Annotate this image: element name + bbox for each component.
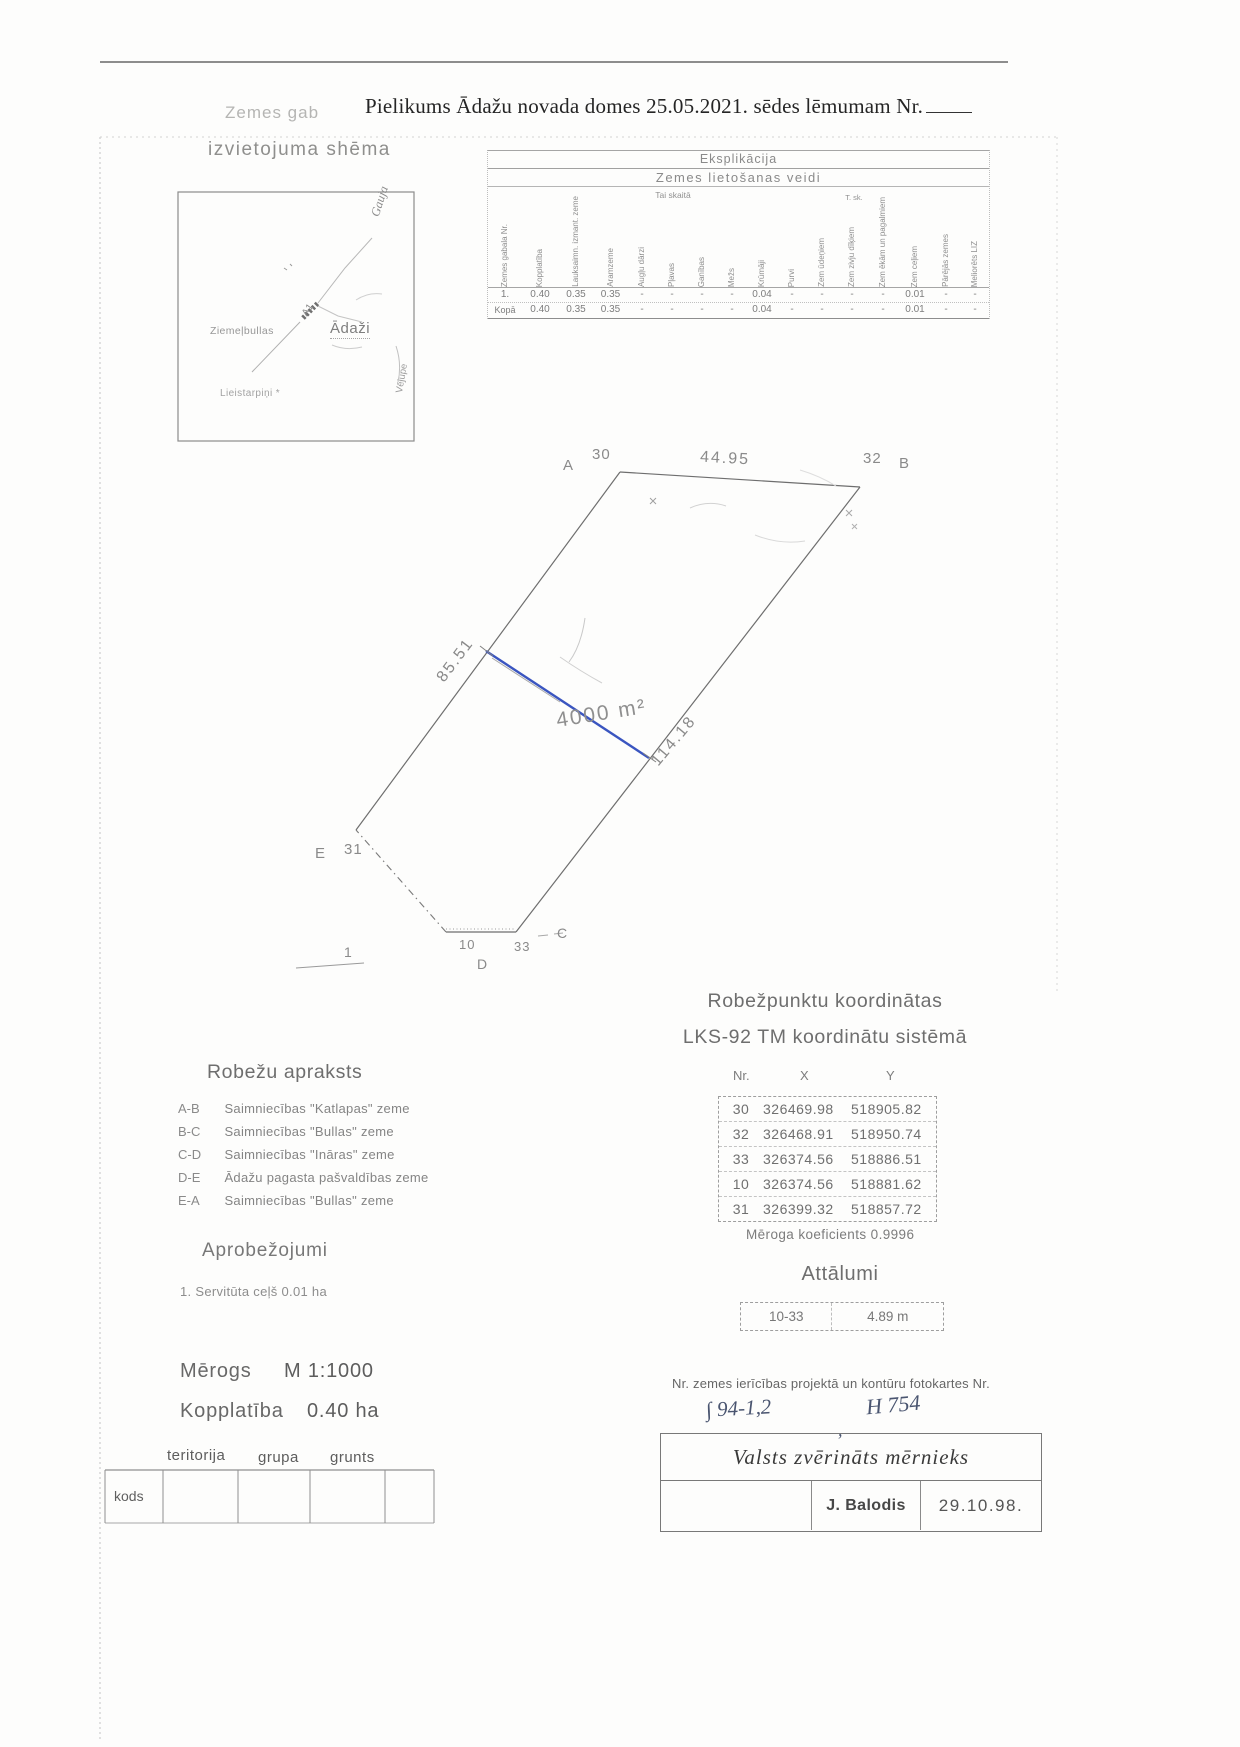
point-number-32: 32 xyxy=(863,450,882,467)
coord-y: 518950.74 xyxy=(851,1126,922,1142)
coord-nr: 31 xyxy=(732,1201,750,1217)
coords-title: Robežpunktu koordinātas xyxy=(707,990,943,1012)
border-pair: C-D xyxy=(178,1147,202,1162)
minimap-label-adazi: Ādaži xyxy=(330,320,371,337)
cell: - xyxy=(881,304,885,315)
scheme-title-line2: izvietojuma shēma xyxy=(208,139,391,160)
point-number-33: 33 xyxy=(514,939,531,954)
border-item xyxy=(178,1169,429,1187)
surveyor-title: Valsts zvērināts mērnieks xyxy=(661,1434,1041,1481)
point-number-30: 30 xyxy=(592,446,611,463)
coord-x: 326399.32 xyxy=(763,1201,834,1217)
cell: - xyxy=(973,304,977,315)
coords-row xyxy=(719,1172,936,1197)
handwritten-separator: , xyxy=(838,1420,843,1440)
distance-value: 4.89 m xyxy=(867,1309,909,1324)
cell: - xyxy=(820,304,824,315)
eksplikacija-table xyxy=(487,150,990,319)
eksplikacija-col-header: Pļavas xyxy=(667,262,677,287)
scale-label: Mērogs xyxy=(180,1360,252,1382)
coord-x: 326469.98 xyxy=(763,1101,834,1117)
cell: - xyxy=(850,304,854,315)
cell: - xyxy=(670,304,674,315)
cell: 0.04 xyxy=(752,304,772,315)
cell: - xyxy=(790,304,794,315)
cell: 0.04 xyxy=(752,289,772,300)
cell: - xyxy=(973,289,977,300)
minimap-label-a1: A1 xyxy=(300,301,317,319)
parcel-area-label: 4000 m² xyxy=(554,695,649,732)
minimap-label-gauja: Gauja xyxy=(368,184,391,219)
eksplikacija-col-header: Pārējās zemes xyxy=(941,234,951,287)
dimension-right: 114.18 xyxy=(648,712,700,770)
point-number-10: 10 xyxy=(459,937,476,952)
eksplikacija-col-header: Zem ceļiem xyxy=(910,245,920,287)
dimension-top: 44.95 xyxy=(699,448,751,469)
eksplikacija-col-header: Ganības xyxy=(697,256,707,287)
cell: 1. xyxy=(500,289,510,300)
total-area-value: 0.40 ha xyxy=(307,1400,380,1422)
vertex-label-c: C xyxy=(557,925,569,941)
cell: 0.40 xyxy=(530,304,550,315)
eksplikacija-row-1 xyxy=(488,288,989,303)
surveyor-name: J. Balodis xyxy=(812,1481,921,1530)
vertex-label-b: B xyxy=(899,455,911,472)
eksplikacija-col-header: Zem ēkām un pagalmiem xyxy=(878,196,888,287)
coords-header-nr: Nr. xyxy=(733,1068,750,1083)
minimap-label-ziemelbullas: Ziemeļbullas xyxy=(210,325,274,337)
restrictions-title: Aprobežojumi xyxy=(202,1240,328,1261)
surveyor-date: 29.10.98. xyxy=(938,1496,1024,1515)
eksplikacija-col-header: Zem zivju dīķiem xyxy=(847,226,857,287)
border-text: Saimniecības "Bullas" zeme xyxy=(224,1124,394,1139)
kods-header-teritorija: teritorija xyxy=(167,1447,226,1464)
coords-header-y: Y xyxy=(886,1068,895,1083)
minimap-label-vejupe: Vējupe xyxy=(394,362,410,394)
coord-nr: 30 xyxy=(732,1101,750,1117)
border-item xyxy=(178,1123,394,1141)
annex-title xyxy=(365,94,972,119)
cell: Kopā xyxy=(494,305,516,315)
border-pair: D-E xyxy=(178,1170,201,1185)
cell: - xyxy=(944,304,948,315)
vertex-label-e: E xyxy=(315,845,327,862)
kods-header-grupa: grupa xyxy=(258,1449,299,1466)
cell: - xyxy=(790,289,794,300)
handwritten-project-number: ∫ 94-1,2 xyxy=(705,1394,772,1422)
scheme-title-line1: Zemes gab xyxy=(225,103,320,122)
border-text: Saimniecības "Ināras" zeme xyxy=(224,1147,395,1162)
cell: - xyxy=(700,304,704,315)
vertex-label-d: D xyxy=(477,956,489,972)
cell: - xyxy=(640,289,644,300)
cell: - xyxy=(820,289,824,300)
cell: 0.35 xyxy=(600,289,621,300)
eksplikacija-col-header: Zem ūdeņiem xyxy=(817,238,827,287)
border-text: Ādažu pagasta pašvaldības zeme xyxy=(224,1170,429,1185)
cell: - xyxy=(700,289,704,300)
cell: - xyxy=(850,289,854,300)
border-pair: A-B xyxy=(178,1101,200,1116)
border-item xyxy=(178,1100,410,1118)
distances-title: Attālumi xyxy=(801,1263,879,1285)
cell: - xyxy=(670,289,674,300)
border-item xyxy=(178,1146,395,1164)
minimap-label-lielstarpini: Lieistarpiņi * xyxy=(220,388,281,399)
coord-nr: 10 xyxy=(732,1176,750,1192)
neighbor-parcel-1: 1 xyxy=(344,944,353,960)
cell: - xyxy=(640,304,644,315)
coords-subtitle: LKS-92 TM koordinātu sistēmā xyxy=(682,1026,968,1048)
eksplikacija-col-header: Purvi xyxy=(787,268,797,287)
eksplikacija-col-header: Augļu dārzi xyxy=(637,246,647,287)
cell: 0.40 xyxy=(530,289,550,300)
coords-header-x: X xyxy=(800,1068,809,1083)
kods-row-label: kods xyxy=(114,1488,144,1504)
eksplikacija-row-total xyxy=(488,303,989,319)
eksplikacija-col-header: Kopplatība xyxy=(535,248,545,287)
coord-y: 518881.62 xyxy=(851,1176,922,1192)
border-text: Saimniecības "Bullas" zeme xyxy=(224,1193,394,1208)
borders-title: Robežu apraksts xyxy=(207,1061,363,1083)
coord-y: 518857.72 xyxy=(851,1201,922,1217)
cell: 0.01 xyxy=(905,289,925,300)
coord-x: 326374.56 xyxy=(763,1151,834,1167)
scale-factor-note: Mēroga koeficients 0.9996 xyxy=(746,1227,915,1242)
eksplikacija-group-tai-skaita: Tai skaitā xyxy=(655,190,691,200)
eksplikacija-group-t-sk: T. sk. xyxy=(845,193,863,202)
eksplikacija-col-header: Meliorēts LIZ xyxy=(970,240,980,287)
border-pair: E-A xyxy=(178,1193,200,1208)
project-note-label: Nr. zemes ierīcības projektā un kontūru fotokartes Nr. xyxy=(672,1376,990,1391)
eksplikacija-subtitle: Zemes lietošanas veidi xyxy=(488,169,989,187)
eksplikacija-col-header: Zemes gabala Nr. xyxy=(500,223,510,287)
dimension-left: 85.51 xyxy=(433,635,478,686)
cell: 0.35 xyxy=(566,289,586,300)
cell: - xyxy=(730,304,734,315)
surveyor-box xyxy=(660,1433,1042,1532)
vertex-label-a: A xyxy=(563,457,575,474)
coord-nr: 33 xyxy=(732,1151,750,1167)
distance-pair: 10-33 xyxy=(741,1303,832,1330)
eksplikacija-title: Eksplikācija xyxy=(488,151,989,169)
cell: - xyxy=(944,289,948,300)
coord-nr: 32 xyxy=(732,1126,750,1142)
coord-x: 326468.91 xyxy=(763,1126,834,1142)
handwritten-fotokarte-number: H 754 xyxy=(864,1389,922,1420)
eksplikacija-col-header: Lauksaimn. izmant. zeme xyxy=(571,196,581,287)
coords-row xyxy=(719,1197,936,1221)
cell: - xyxy=(881,289,885,300)
cell: 0.01 xyxy=(905,304,925,315)
cell: - xyxy=(730,289,734,300)
eksplikacija-col-header: Mežs xyxy=(727,267,737,287)
eksplikacija-header-row xyxy=(488,187,989,288)
border-item xyxy=(178,1192,394,1210)
surveyor-signature-cell xyxy=(661,1481,812,1530)
total-area-label: Kopplatība xyxy=(180,1400,284,1422)
coord-y: 518886.51 xyxy=(851,1151,922,1167)
cell: 0.35 xyxy=(600,304,621,315)
cell: 0.35 xyxy=(566,304,586,315)
restriction-item: 1. Servitūta ceļš 0.01 ha xyxy=(180,1284,327,1299)
coord-x: 326374.56 xyxy=(763,1176,834,1192)
distances-table xyxy=(740,1302,944,1331)
eksplikacija-col-header: Aramzeme xyxy=(605,248,615,287)
border-pair: B-C xyxy=(178,1124,201,1139)
annex-title-text: Pielikums Ādažu novada domes 25.05.2021. sēdes lēmumam Nr. xyxy=(365,94,924,118)
scale-value: M 1:1000 xyxy=(284,1360,374,1382)
kods-header-grunts: grunts xyxy=(330,1449,375,1466)
border-text: Saimniecības "Katlapas" zeme xyxy=(224,1101,410,1116)
coords-row xyxy=(719,1147,936,1172)
point-number-31: 31 xyxy=(344,841,363,858)
coords-table xyxy=(718,1096,937,1222)
coords-row xyxy=(719,1097,936,1122)
coord-y: 518905.82 xyxy=(851,1101,922,1117)
coords-row xyxy=(719,1122,936,1147)
annex-number-blank xyxy=(926,96,972,113)
eksplikacija-col-header: Krūmāji xyxy=(757,259,767,287)
